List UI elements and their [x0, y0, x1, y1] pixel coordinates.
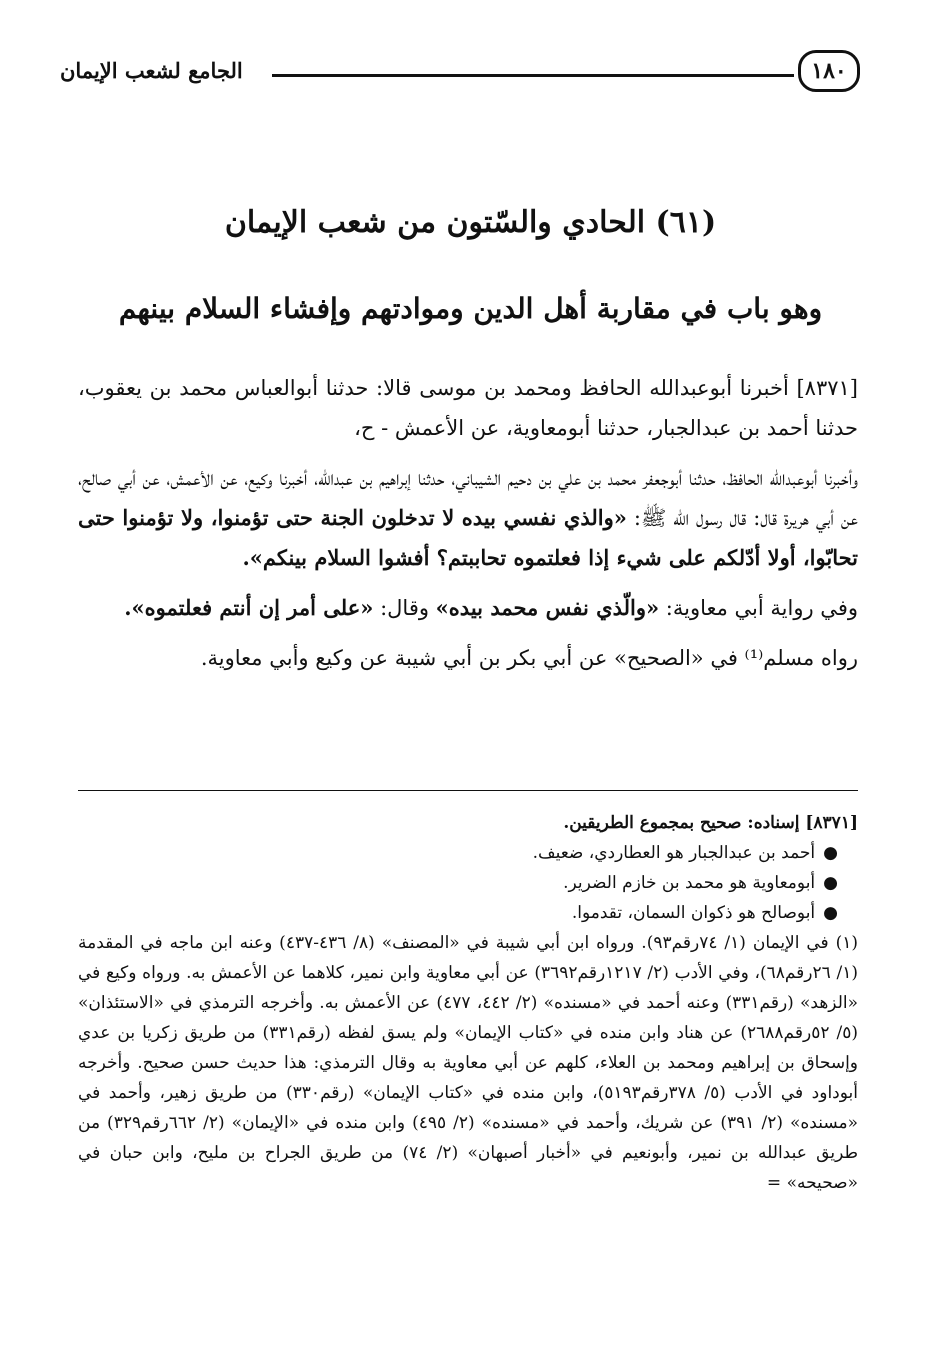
paragraph-isnad-2: [78, 458, 858, 578]
main-text: [78, 368, 858, 688]
hadith-text: «والذي نفسي بيده لا تدخلون الجنة حتى تؤمنوا، ولا تؤمنوا حتى تحابّوا، أولا أدّلكم على شيء إذا فعلتموه تحاببتم؟ أفشوا السلام بينكم».: [78, 505, 858, 570]
paragraph-isnad-1: [٨٣٧١] أخبرنا أبوعبدالله الحافظ ومحمد بن موسى قالا: حدثنا أبوالعباس محمد بن يعقوب، حدثنا أحمد بن عبدالجبار، حدثنا أبومعاوية، عن الأعمش - ح،: [78, 376, 858, 440]
chapter-subtitle: وهو باب في مقاربة أهل الدين وموادتهم وإفشاء السلام بينهم: [118, 292, 823, 325]
narrator-note: [78, 868, 858, 898]
variant-connector: وقال:: [373, 596, 436, 620]
isnad-text: وأخبرنا أبوعبدالله الحافظ، حدثنا أبوجعفر محمد بن علي بن دحيم الشيباني، حدثنا إبراهيم بن عبدالله، أخبرنا وكيع، عن الأعمش، عن أبي صالح، عن أبي هريرة قال: قال رسول الله ﷺ:: [78, 466, 858, 530]
page-number: ١٨٠: [798, 50, 860, 92]
variant-quote-2: «على أمر إن أنتم فعلتموه».: [124, 595, 374, 620]
running-title: الجامع لشعب الإيمان: [60, 58, 243, 83]
chapter-title: (٦١) الحادي والسّتون من شعب الإيمان: [224, 205, 717, 240]
paragraph-variant: [78, 588, 858, 628]
footnote-1: (١) في الإيمان (١/ ٧٤رقم٩٣). ورواه ابن أبي شيبة في «المصنف» (٨/ ٤٣٦-٤٣٧) وعنه ابن ماجه في المقدمة (١/ ٢٦رقم٦٨)، وفي الأدب (٢/ ١٢١٧رقم٣٦٩٢) عن أبي معاوية وابن نمير، كلاهما عن الأعمش به. ورواه وكيع في «الزهد» (رقم٣٣١) وعنه أحمد في «مسنده» (٢/ ٤٤٢، ٤٧٧) عن الأعمش به. وأخرجه الترمذي في «الاستئذان» (٥/ ٥٢رقم٢٦٨٨) عن هناد وابن منده في «كتاب الإيمان» ولم يسق لفظه (رقم٣٣١) من طريق زكريا بن عدي وإسحاق بن إبراهيم ومحمد بن العلاء، كلهم عن أبي معاوية به وقال الترمذي: هذا حديث حسن صحيح. وأخرجه أبوداود في الأدب (٥/ ٣٧٨رقم٥١٩٣)، وابن منده في «كتاب الإيمان» (رقم٣٣٠) من طريق زهير، وأحمد في «مسنده» (٢/ ٣٩١) عن شريك، وأحمد في «مسنده» (٢/ ٤٩٥) وابن منده في «الإيمان» (٢/ ٦٦٢رقم٣٢٩) من طريق عبدالله بن نمير، وأبونعيم في «أخبار أصبهان» (٢/ ٧٤) من طريق الجراح بن مليح، وابن حبان في «صحيحه» =: [78, 933, 858, 1193]
narrator-note-text: أحمد بن عبدالجبار هو العطاردي، ضعيف.: [532, 843, 816, 863]
header-rule: [272, 74, 794, 77]
isnad-verdict: [٨٣٧١] إسناده: صحيح بمجموع الطريقين.: [563, 813, 858, 833]
footnote-divider: [78, 790, 858, 791]
variant-intro: وفي رواية أبي معاوية:: [659, 596, 858, 620]
bullet-icon: ●: [823, 903, 838, 923]
variant-quote-1: «والّذي نفس محمد بيده»: [435, 595, 660, 620]
paragraph-takhrij: رواه مسلم⁽¹⁾ في «الصحيح» عن أبي بكر بن أبي شيبة عن وكيع وأبي معاوية.: [200, 646, 858, 670]
footnotes: [78, 808, 858, 1198]
bullet-icon: ●: [823, 843, 838, 863]
narrator-note: [78, 838, 858, 868]
narrator-note-text: أبومعاوية هو محمد بن خازم الضرير.: [563, 873, 816, 893]
page-header: [60, 48, 860, 102]
narrator-note-text: أبوصالح هو ذكوان السمان، تقدموا.: [571, 903, 816, 923]
narrator-note: [78, 898, 858, 928]
bullet-icon: ●: [823, 873, 838, 893]
